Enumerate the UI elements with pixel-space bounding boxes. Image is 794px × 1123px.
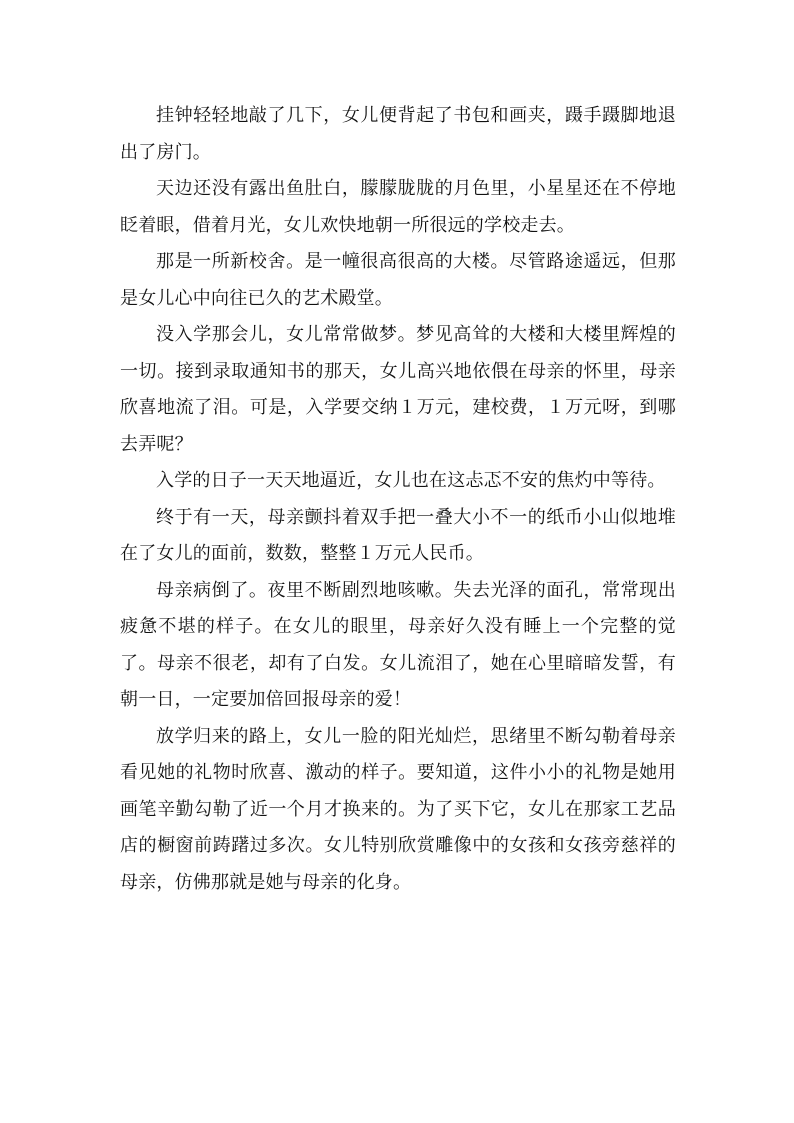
paragraph-4: 没入学那会儿，女儿常常做梦。梦见高耸的大楼和大楼里辉煌的一切。接到录取通知书的那天，女儿高兴地依偎在母亲的怀里，母亲欣喜地流了泪。可是，入学要交纳１万元，建校费，１万元呀，到哪去弄呢？ [120, 324, 676, 455]
paragraph-5: 入学的日子一天天地逼近，女儿也在这忐忑不安的焦灼中等待。 [156, 470, 666, 491]
document-body [120, 98, 676, 901]
paragraph-3: 那是一所新校舍。是一幢很高很高的大楼。尽管路途遥远，但那是女儿心中向往已久的艺术殿堂。 [120, 251, 676, 309]
paragraph-2: 天边还没有露出鱼肚白，朦朦胧胧的月色里，小星星还在不停地眨着眼，借着月光，女儿欢快地朝一所很远的学校走去。 [120, 178, 676, 236]
paragraph-8: 放学归来的路上，女儿一脸的阳光灿烂，思绪里不断勾勒着母亲看见她的礼物时欣喜、激动的样子。要知道，这件小小的礼物是她用画笔辛勤勾勒了近一个月才换来的。为了买下它，女儿在那家工艺品店的橱窗前踌躇过多次。女儿特别欣赏雕像中的女孩和女孩旁慈祥的母亲，仿佛那就是她与母亲的化身。 [120, 725, 676, 893]
paragraph-7: 母亲病倒了。夜里不断剧烈地咳嗽。失去光泽的面孔，常常现出疲惫不堪的样子。在女儿的眼里，母亲好久没有睡上一个完整的觉了。母亲不很老，却有了白发。女儿流泪了，她在心里暗暗发誓，有朝一日，一定要加倍回报母亲的爱！ [120, 579, 676, 710]
paragraph-1: 挂钟轻轻地敲了几下，女儿便背起了书包和画夹，蹑手蹑脚地退出了房门。 [120, 105, 676, 163]
paragraph-6: 终于有一天，母亲颤抖着双手把一叠大小不一的纸币小山似地堆在了女儿的面前，数数，整整１万元人民币。 [120, 506, 676, 564]
